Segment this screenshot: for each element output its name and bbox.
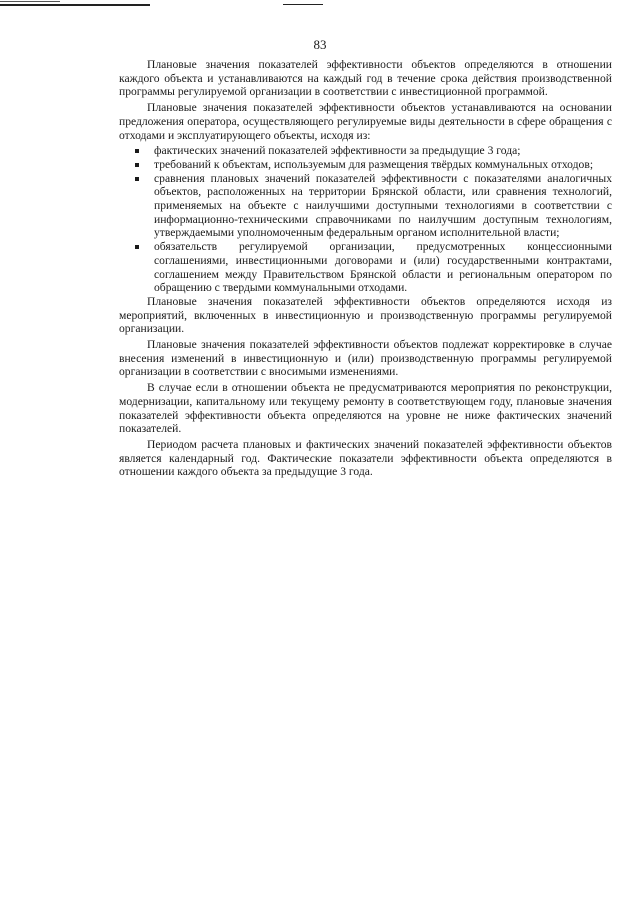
paragraph: В случае если в отношении объекта не предусматриваются мероприятия по реконструкции, модернизации, капитальному или текущему ремонту в соответствующем году, плановые значения показателей эффективности объекта определяются на уровне не ниже фактических значений показателей.	[119, 381, 612, 436]
list-item-text: сравнения плановых значений показателей эффективности с показателями аналогичных объектов, расположенных на территории Брянской области, или сравнения технологий, применяемых на объекте с наилучшими доступными технологиями в соответствии с информационно-техническими справочниками по наилучшим доступным технологиям, утверждаемыми уполномоченным федеральным органом исполнительной власти;	[154, 171, 612, 240]
list-item	[119, 172, 612, 241]
list-item	[119, 240, 612, 295]
square-bullet-icon	[135, 177, 139, 181]
paragraph: Периодом расчета плановых и фактических значений показателей эффективности объектов является календарный год. Фактические показатели эффективности объекта определяются в отношении каждого объекта за предыдущие 3 года.	[119, 437, 612, 479]
paragraph: Плановые значения показателей эффективности объектов устанавливаются на основании предложения оператора, осуществляющего регулируемые виды деятельности в сфере обращения с отходами и эксплуатирующего объекты, исходя из:	[119, 101, 612, 142]
document-body	[119, 58, 612, 481]
square-bullet-icon	[135, 245, 139, 249]
scan-artifact-line	[0, 1, 60, 2]
scan-artifact-line	[283, 4, 323, 5]
list-item-text: требований к объектам, используемым для размещения твёрдых коммунальных отходов;	[154, 157, 594, 171]
scan-artifact-line	[0, 4, 150, 6]
bullet-list	[119, 144, 612, 295]
square-bullet-icon	[135, 163, 139, 167]
square-bullet-icon	[135, 149, 139, 153]
paragraph: Плановые значения показателей эффективности объектов определяются исходя из мероприятий, включенных в инвестиционную и производственную программы регулируемой организации.	[119, 294, 612, 336]
list-item-text: фактических значений показателей эффективности за предыдущие 3 года;	[154, 144, 521, 158]
list-item	[119, 158, 612, 172]
list-item	[119, 144, 612, 158]
page-number: 83	[313, 37, 327, 52]
paragraph: Плановые значения показателей эффективности объектов подлежат корректировке в случае внесения изменений в инвестиционную и (или) производственную программы регулируемой организации в соответствии с вносимыми изменениями.	[119, 338, 612, 379]
paragraph: Плановые значения показателей эффективности объектов определяются в отношении каждого объекта и устанавливаются на каждый год в течение срока действия производственной программы регулируемой организации в соответствии с инвестиционной программой.	[119, 58, 612, 99]
list-item-text: обязательств регулируемой организации, предусмотренных концессионными соглашениями, инвестиционными договорами и (или) государственными контрактами, соглашением между Правительством Брянской области и региональным оператором по обращению с твердыми коммунальными отходами.	[154, 240, 612, 295]
